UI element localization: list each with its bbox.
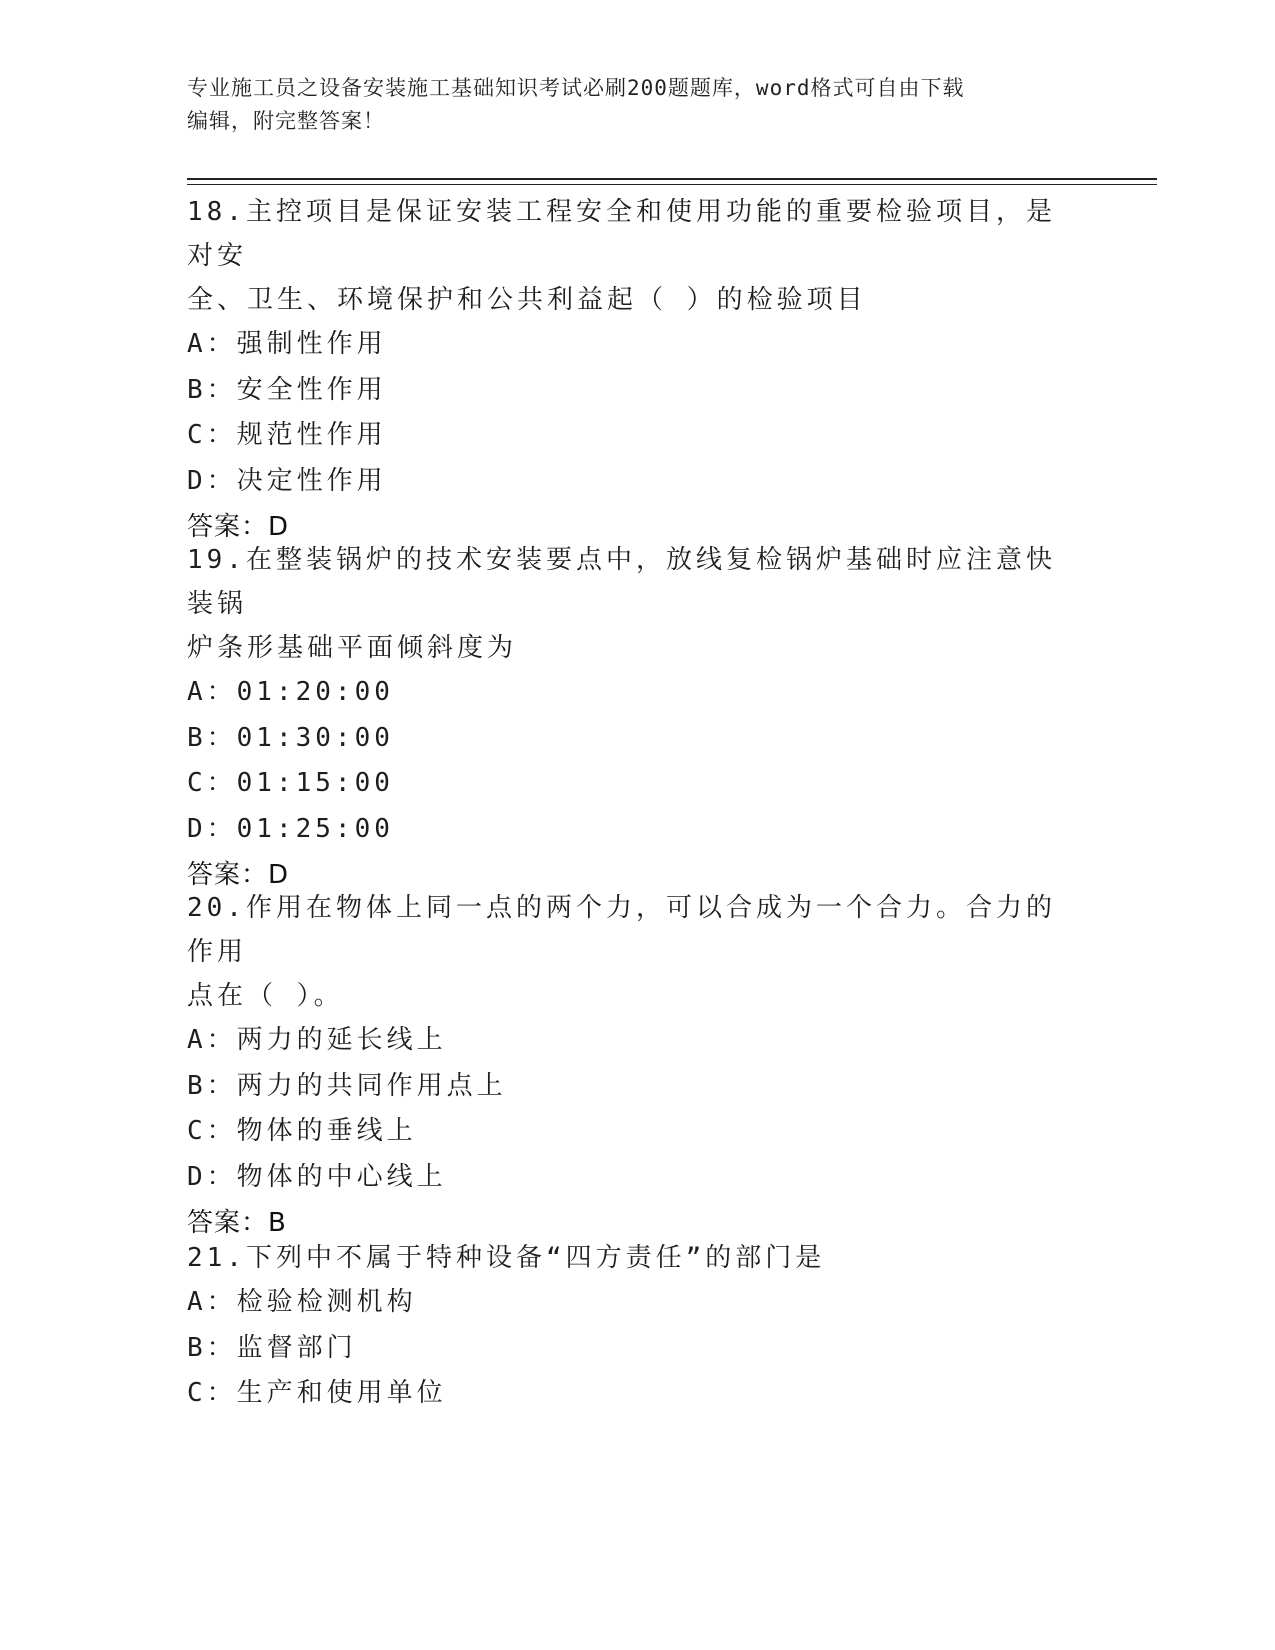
document-header xyxy=(187,72,1087,138)
option-d: D：01:25:00 xyxy=(187,813,394,844)
question-stem-line-1: 20.作用在物体上同一点的两个力，可以合成为一个合力。合力的作用 xyxy=(187,893,1056,967)
option-c: C：物体的垂线上 xyxy=(187,1116,417,1146)
option-b: B：两力的共同作用点上 xyxy=(187,1070,507,1101)
option-a: A：两力的延长线上 xyxy=(187,1025,447,1055)
answer: 答案：D xyxy=(187,860,290,890)
option-b: B：安全性作用 xyxy=(187,374,387,405)
question-21 xyxy=(187,1236,1077,1417)
question-19 xyxy=(187,538,1077,898)
question-20 xyxy=(187,886,1077,1246)
answer: 答案：D xyxy=(187,512,290,542)
option-c: C：规范性作用 xyxy=(187,420,387,450)
option-a: A：强制性作用 xyxy=(187,329,387,359)
question-stem-line-2: 炉条形基础平面倾斜度为 xyxy=(187,633,518,663)
option-c: C：生产和使用单位 xyxy=(187,1378,447,1408)
question-stem-line-2: 点在（ ）。 xyxy=(187,981,344,1011)
option-d: D：决定性作用 xyxy=(187,465,387,496)
option-b: B：监督部门 xyxy=(187,1332,357,1363)
question-stem-line-1: 18.主控项目是保证安装工程安全和使用功能的重要检验项目，是对安 xyxy=(187,197,1056,271)
answer: 答案：B xyxy=(187,1208,287,1238)
header-line-2: 编辑，附完整答案！ xyxy=(187,109,385,133)
option-d: D：物体的中心线上 xyxy=(187,1161,447,1192)
option-a: A：01:20:00 xyxy=(187,677,394,707)
question-18 xyxy=(187,190,1077,550)
question-stem-line-2: 全、卫生、环境保护和公共利益起（ ）的检验项目 xyxy=(187,285,867,315)
question-stem-line-1: 21.下列中不属于特种设备“四方责任”的部门是 xyxy=(187,1243,826,1273)
header-divider-thick xyxy=(187,178,1157,180)
header-line-1: 专业施工员之设备安装施工基础知识考试必刷200题题库，word格式可自由下载 xyxy=(187,76,965,100)
option-a: A：检验检测机构 xyxy=(187,1287,417,1317)
option-b: B：01:30:00 xyxy=(187,722,394,753)
header-divider-thin xyxy=(187,184,1157,185)
question-stem-line-1: 19.在整装锅炉的技术安装要点中，放线复检锅炉基础时应注意快装锅 xyxy=(187,545,1056,619)
option-c: C：01:15:00 xyxy=(187,768,394,798)
